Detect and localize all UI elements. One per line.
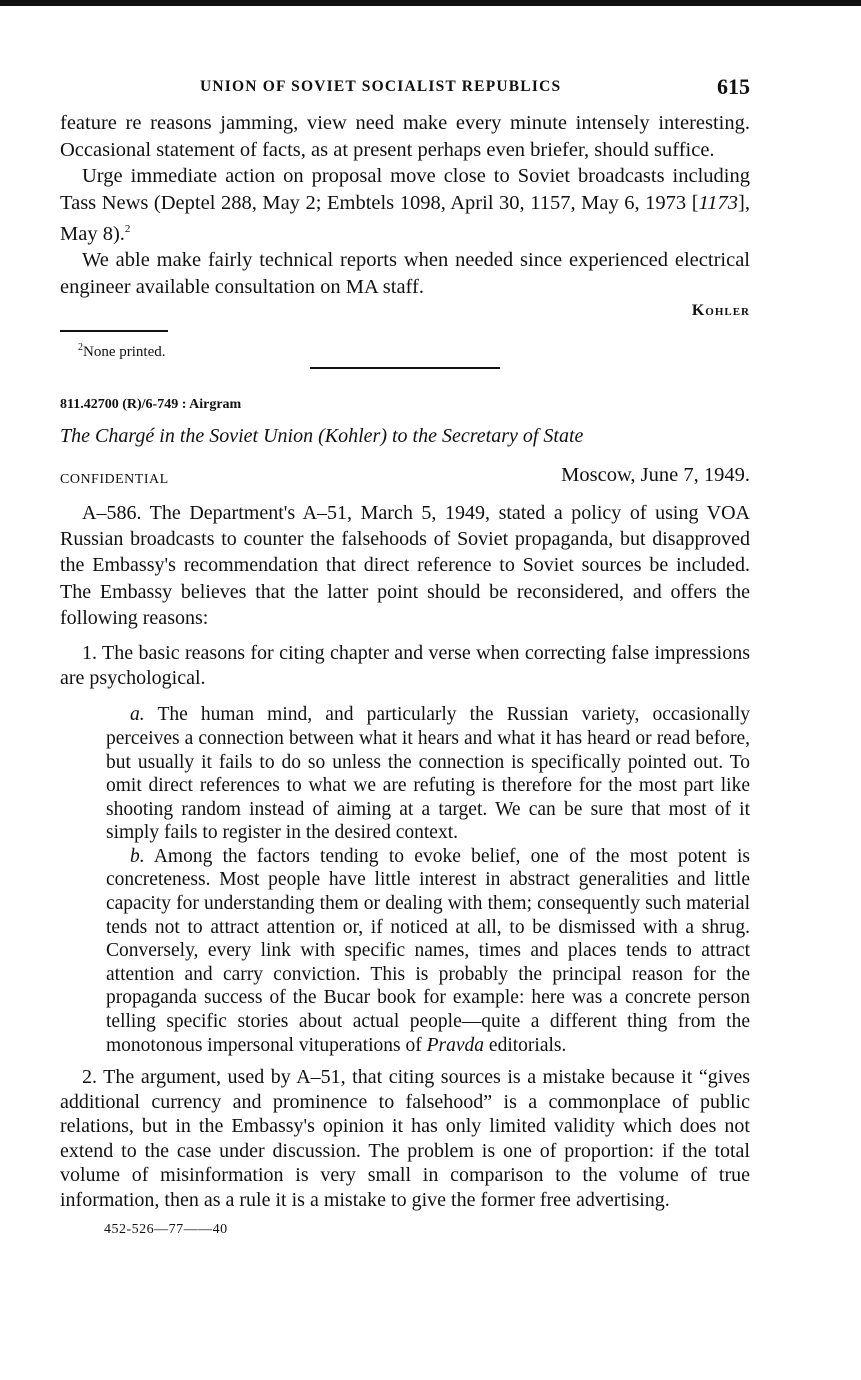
para2-italic: 1173 [698, 191, 739, 214]
page-header [60, 70, 750, 110]
file-number: 811.42700 (R)/6-749 : Airgram [60, 396, 242, 412]
top-edge-bar [0, 0, 861, 6]
point-1: 1. The basic reasons for citing chapter and verse when correcting false impressions are psychological. [60, 642, 750, 690]
point-2: 2. The argument, used by A–51, that citing sources is a mistake because it “gives additional currency and prominence to falsehood” is a commonplace of public relations, but in the Embassy's opinion it has only limited validity which does not extend to the case under discussion. The problem is one of proportion: if the total volume of misinformation is very small in comparison to the volume of true information, then as a rule it is a mistake to give the former free advertising. [60, 1066, 750, 1211]
point-1a-label: a. [130, 704, 145, 726]
signature: Kohler [691, 302, 750, 320]
document-title: The Chargé in the Soviet Union (Kohler) to the Secretary of State [60, 424, 584, 447]
footnote-rule [60, 330, 168, 332]
classification: CONFIDENTIAL [60, 471, 169, 487]
classification-line [60, 462, 750, 492]
continuation-paragraph-3: We able make fairly technical reports when needed since experienced electrical engineer available consultation on MA staff. [60, 249, 750, 298]
document-page [60, 70, 750, 1238]
para2-text-a: Urge immediate action on proposal move close to Soviet broadcasts including Tass News (Deptel 288, May 2; Embtels 1098, April 30, 1157, May 6, 1973 [ [60, 165, 750, 214]
printing-code: 452-526—77——40 [104, 1222, 228, 1238]
place-date: Moscow, June 7, 1949. [561, 463, 750, 486]
section-separator [310, 367, 500, 369]
para2-text-b: ], May 8). [60, 191, 750, 245]
point-1b-label: b. [130, 845, 145, 867]
point-1a [106, 703, 750, 845]
continuation-paragraph-2 [60, 163, 750, 247]
footnote-reference: 2 [124, 223, 131, 235]
point-1b [106, 845, 750, 1057]
footnote [78, 342, 750, 361]
intro-paragraph: A–586. The Department's A–51, March 5, 1949, stated a policy of using VOA Russian broadcasts to counter the falsehoods of Soviet propaganda, but disapproved the Embassy's recommendation that direct reference to Soviet sources be included. The Embassy believes that the latter point should be reconsidered, and offers the following reasons: [60, 501, 750, 630]
point-1b-italic: Pravda [426, 1034, 485, 1056]
running-head: UNION OF SOVIET SOCIALIST REPUBLICS [200, 78, 562, 95]
footnote-text: None printed. [83, 343, 166, 360]
point-1b-text-a: Among the factors tending to evoke belief, one of the most potent is concreteness. Most people have little interest in abstract generalities and little capacity for understanding them or dealing with them; consequently such material tends not to attract attention or, if noticed at all, to be dismissed with a shrug. Conversely, every link with specific names, times and places tends to attract attention and carry conviction. This is probably the principal reason for the propaganda success of the Bucar book for example: here was a concrete person telling specific stories about actual people—quite a different thing from the monotonous impersonal vituperations of [106, 845, 750, 1056]
page-number: 615 [717, 74, 750, 99]
point-1a-text: The human mind, and particularly the Russian variety, occasionally perceives a connection between what it hears and what it has heard or read before, but usually it fails to do so unless the connection is specifically pointed out. To omit direct references to what we are refuting is therefore for the most part like shooting random instead of aiming at a target. We can be sure that most of it simply fails to register in the desired context. [106, 704, 750, 844]
footnote-mark: 2 [78, 341, 83, 353]
continuation-paragraph-1: feature re reasons jamming, view need make every minute intensely interesting. Occasional statement of facts, as at present perhaps even briefer, should suffice. [60, 112, 750, 161]
point-1b-text-b: editorials. [484, 1034, 567, 1056]
